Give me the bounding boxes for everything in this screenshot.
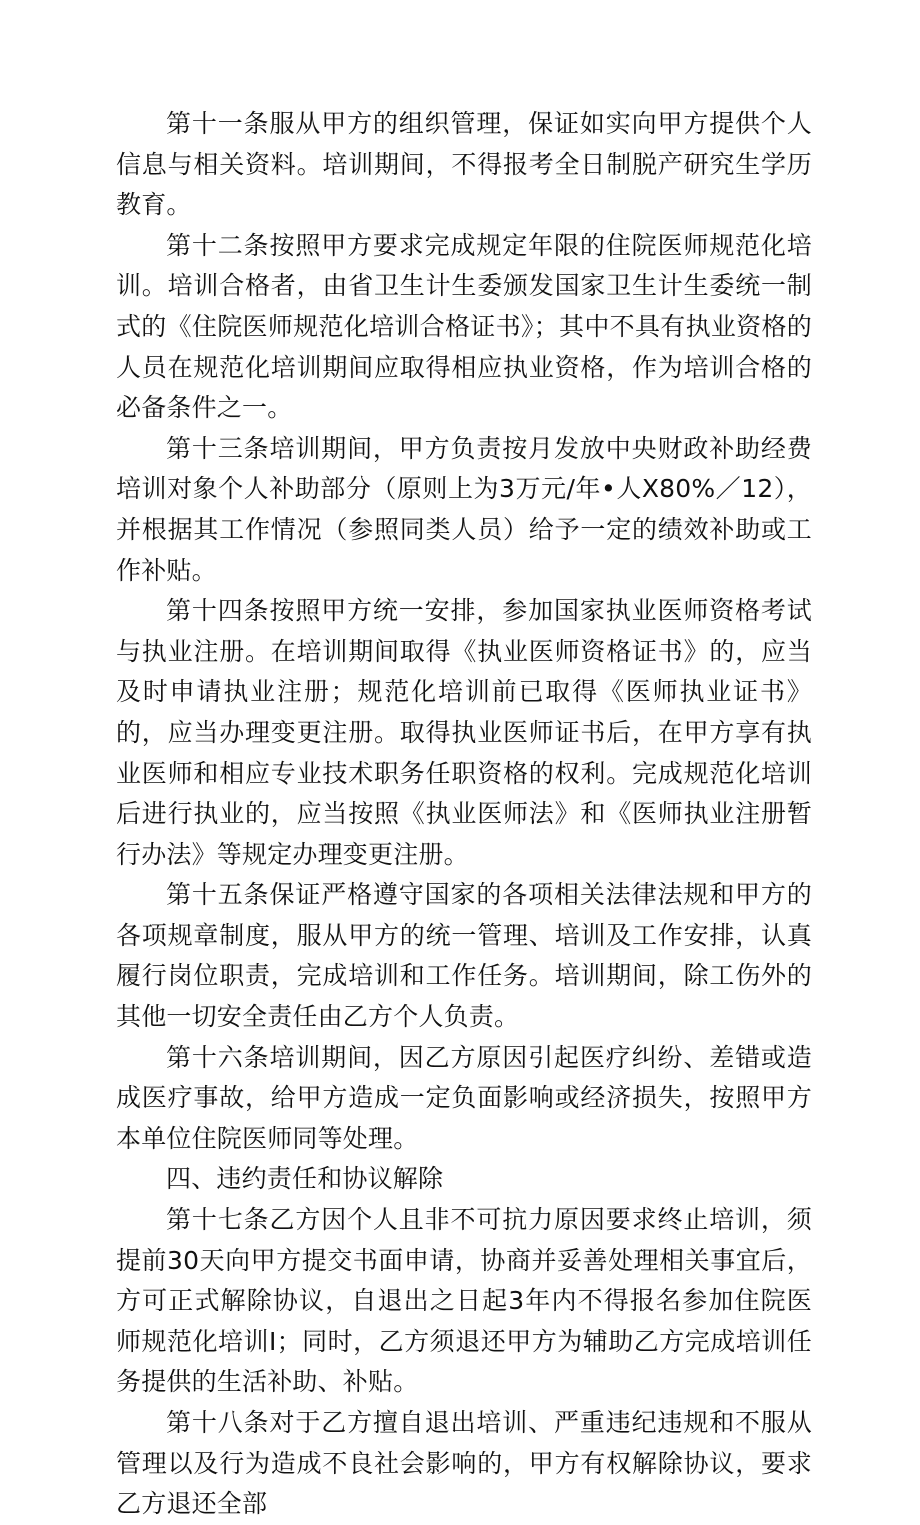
article-15-paragraph: 第十五条保证严格遵守国家的各项相关法律法规和甲方的各项规章制度，服从甲方的统一管理、培训及工作安排，认真履行岗位职责，完成培训和工作任务。培训期间，除工伤外的其他一切安全责任由乙方个人负责。 <box>116 880 812 1032</box>
article-12-paragraph: 第十二条按照甲方要求完成规定年限的住院医师规范化培训。培训合格者，由省卫生计生委颁发国家卫生计生委统一制式的《住院医师规范化培训合格证书》；其中不具有执业资格的人员在规范化培训期间应取得相应执业资格，作为培训合格的必备条件之一。 <box>116 230 812 423</box>
article-11-paragraph: 第十一条服从甲方的组织管理，保证如实向甲方提供个人信息与相关资料。培训期间，不得报考全日制脱产研究生学历教育。 <box>116 109 812 220</box>
article-13-paragraph: 第十三条培训期间，甲方负责按月发放中央财政补助经费培训对象个人补助部分（原则上为3万元/年•人X80%／12），并根据其工作情况（参照同类人员）给予一定的绩效补助或工作补贴。 <box>116 433 812 585</box>
article-16-paragraph: 第十六条培训期间，因乙方原因引起医疗纠纷、差错或造成医疗事故，给甲方造成一定负面影响或经济损失，按照甲方本单位住院医师同等处理。 <box>116 1042 812 1153</box>
article-18-paragraph: 第十八条对于乙方擅自退出培训、严重违纪违规和不服从管理以及行为造成不良社会影响的，甲方有权解除协议，要求乙方退还全部 <box>116 1408 812 1519</box>
article-17-paragraph: 第十七条乙方因个人且非不可抗力原因要求终止培训，须提前30天向甲方提交书面申请，协商并妥善处理相关事宜后，方可正式解除协议，自退出之日起3年内不得报名参加住院医师规范化培训I；同时，乙方须退还甲方为辅助乙方完成培训任务提供的生活补助、补贴。 <box>116 1205 812 1397</box>
article-14-paragraph: 第十四条按照甲方统一安排，参加国家执业医师资格考试与执业注册。在培训期间取得《执业医师资格证书》的，应当及时申请执业注册；规范化培训前已取得《医师执业证书》的，应当办理变更注册。取得执业医师证书后，在甲方享有执业医师和相应专业技术职务任职资格的权利。完成规范化培训后进行执业的，应当按照《执业医师法》和《医师执业注册暂行办法》等规定办理变更注册。 <box>116 596 812 869</box>
section-heading-breach-and-termination: 四、违约责任和协议解除 <box>166 1164 444 1194</box>
